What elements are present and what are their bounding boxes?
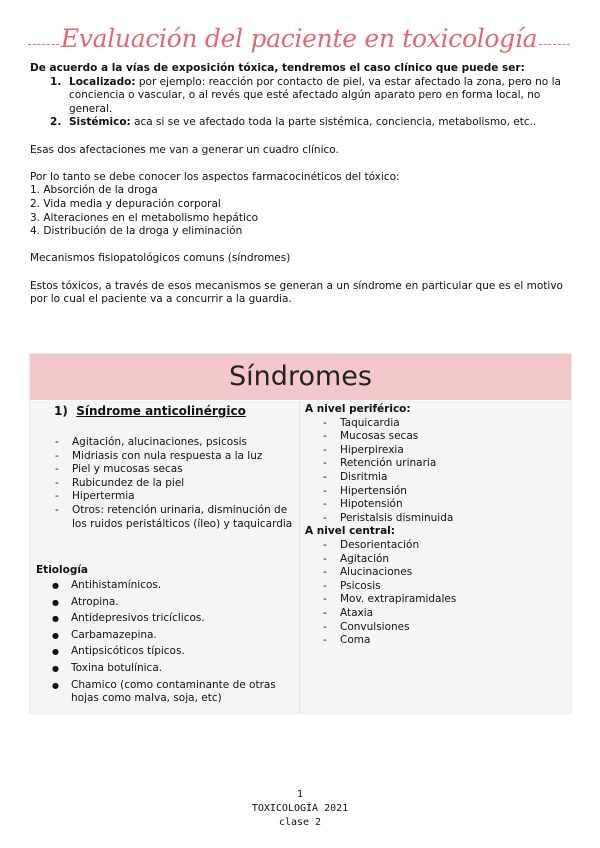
etiology-item: ● Antidepresivos tricíclicos. bbox=[30, 612, 295, 626]
exposure-item bbox=[65, 116, 572, 130]
exposure-text: por ejemplo: reacción por contacto de piel, va estar afectado la zona, pero no la conciencia o vascular, o al revés que esté afectado algún aparato pero en forma local, no general. bbox=[69, 75, 561, 115]
central-heading: A nivel central: bbox=[305, 525, 395, 538]
etiology-item: ● Antihistamínicos. bbox=[30, 579, 295, 593]
levels-block bbox=[305, 403, 565, 648]
paragraph-pharmaco: Por lo tanto se debe conocer los aspectos farmacocinéticos del tóxico: bbox=[30, 170, 400, 183]
aspect-item: 3. Alteraciones en el metabolismo hepático bbox=[30, 211, 259, 224]
signs-list bbox=[30, 436, 295, 531]
aspect-item: 2. Vida media y depuración corporal bbox=[30, 197, 221, 210]
central-item: - Coma bbox=[305, 634, 565, 648]
peripheral-item: - Hipotensión bbox=[305, 498, 565, 512]
etiology-heading: Etiología bbox=[36, 564, 89, 576]
peripheral-item: - Hipertensión bbox=[305, 485, 565, 499]
etiology-item: ● Carbamazepina. bbox=[30, 629, 295, 643]
paragraph-toxics: Estos tóxicos, a través de esos mecanismos se generan a un síndrome en particular que es el motivo por lo cual el paciente va a concurrir a la guardia. bbox=[30, 279, 563, 306]
peripheral-item: - Taquicardia bbox=[305, 417, 565, 431]
etiology-item: ● Atropina. bbox=[30, 596, 295, 610]
peripheral-item: - Retención urinaria bbox=[305, 457, 565, 471]
page-number: 1 bbox=[296, 789, 304, 800]
syndrome-name: Síndrome anticolinérgico bbox=[76, 404, 246, 418]
page-title: Evaluación del paciente en toxicología bbox=[60, 24, 538, 54]
sign-item: - Rubicundez de la piel bbox=[30, 477, 295, 491]
peripheral-item: - Disritmia bbox=[305, 471, 565, 485]
central-item: - Mov. extrapiramidales bbox=[305, 593, 565, 607]
etiology-item: ● Chamico (como contaminante de otras hojas como malva, soja, etc) bbox=[30, 679, 295, 706]
central-list bbox=[305, 539, 565, 648]
syndromes-table-body bbox=[30, 401, 571, 713]
central-item: - Agitación bbox=[305, 553, 565, 567]
title-right-rule bbox=[539, 44, 570, 45]
sign-item: - Hipertermia bbox=[30, 490, 295, 504]
sign-item: - Otros: retención urinaria, disminución de los ruidos peristálticos (íleo) y taquicardia bbox=[30, 504, 295, 531]
syndromes-table bbox=[29, 353, 572, 714]
syndromes-heading: Síndromes bbox=[229, 361, 372, 393]
peripheral-item: - Peristalsis disminuida bbox=[305, 512, 565, 526]
syndrome-number: 1) bbox=[54, 404, 68, 418]
aspect-item: 4. Distribución de la droga y eliminación bbox=[30, 225, 243, 238]
central-item: - Alucinaciones bbox=[305, 566, 565, 580]
sign-item: - Piel y mucosas secas bbox=[30, 463, 295, 477]
syndromes-table-header bbox=[30, 354, 571, 400]
etiology-item: ● Toxina botulínica. bbox=[30, 662, 295, 676]
central-item: - Psicosis bbox=[305, 580, 565, 594]
paragraph-mechanisms: Mecanismos fisiopatológicos comuns (síndromes) bbox=[30, 252, 291, 265]
exposure-label: Sistémico: bbox=[69, 116, 131, 129]
syndrome-right-cell bbox=[300, 401, 571, 713]
etiology-list bbox=[30, 579, 295, 709]
page-footer bbox=[0, 788, 600, 830]
paragraph-clinical: Esas dos afectaciones me van a generar un cuadro clínico. bbox=[30, 143, 339, 156]
peripheral-heading: A nivel periférico: bbox=[305, 403, 411, 415]
exposure-item bbox=[65, 76, 572, 117]
central-item: - Convulsiones bbox=[305, 621, 565, 635]
intro-section bbox=[30, 62, 572, 307]
central-item: - Ataxia bbox=[305, 607, 565, 621]
syndrome-title bbox=[54, 405, 246, 419]
peripheral-list bbox=[305, 417, 565, 526]
intro-lead: De acuerdo a la vías de exposición tóxica, tendremos el caso clínico que puede ser: bbox=[30, 62, 525, 74]
central-item: - Desorientación bbox=[305, 539, 565, 553]
title-row bbox=[28, 24, 570, 54]
exposure-list bbox=[30, 76, 572, 130]
sign-item: - Midriasis con nula respuesta a la luz bbox=[30, 450, 295, 464]
aspect-item: 1. Absorción de la droga bbox=[30, 184, 158, 197]
footer-course: TOXICOLOGÍA 2021 bbox=[251, 803, 349, 814]
title-left-rule bbox=[28, 44, 59, 45]
exposure-text: aca si se ve afectado toda la parte sistémica, conciencia, metabolismo, etc.. bbox=[130, 116, 537, 129]
etiology-item: ● Antipsicóticos típicos. bbox=[30, 645, 295, 659]
peripheral-item: - Mucosas secas bbox=[305, 430, 565, 444]
syndrome-left-cell bbox=[30, 401, 300, 713]
peripheral-item: - Hiperpirexia bbox=[305, 444, 565, 458]
footer-class: clase 2 bbox=[278, 817, 322, 828]
sign-item: - Agitación, alucinaciones, psicosis bbox=[30, 436, 295, 450]
exposure-label: Localizado: bbox=[69, 75, 136, 88]
